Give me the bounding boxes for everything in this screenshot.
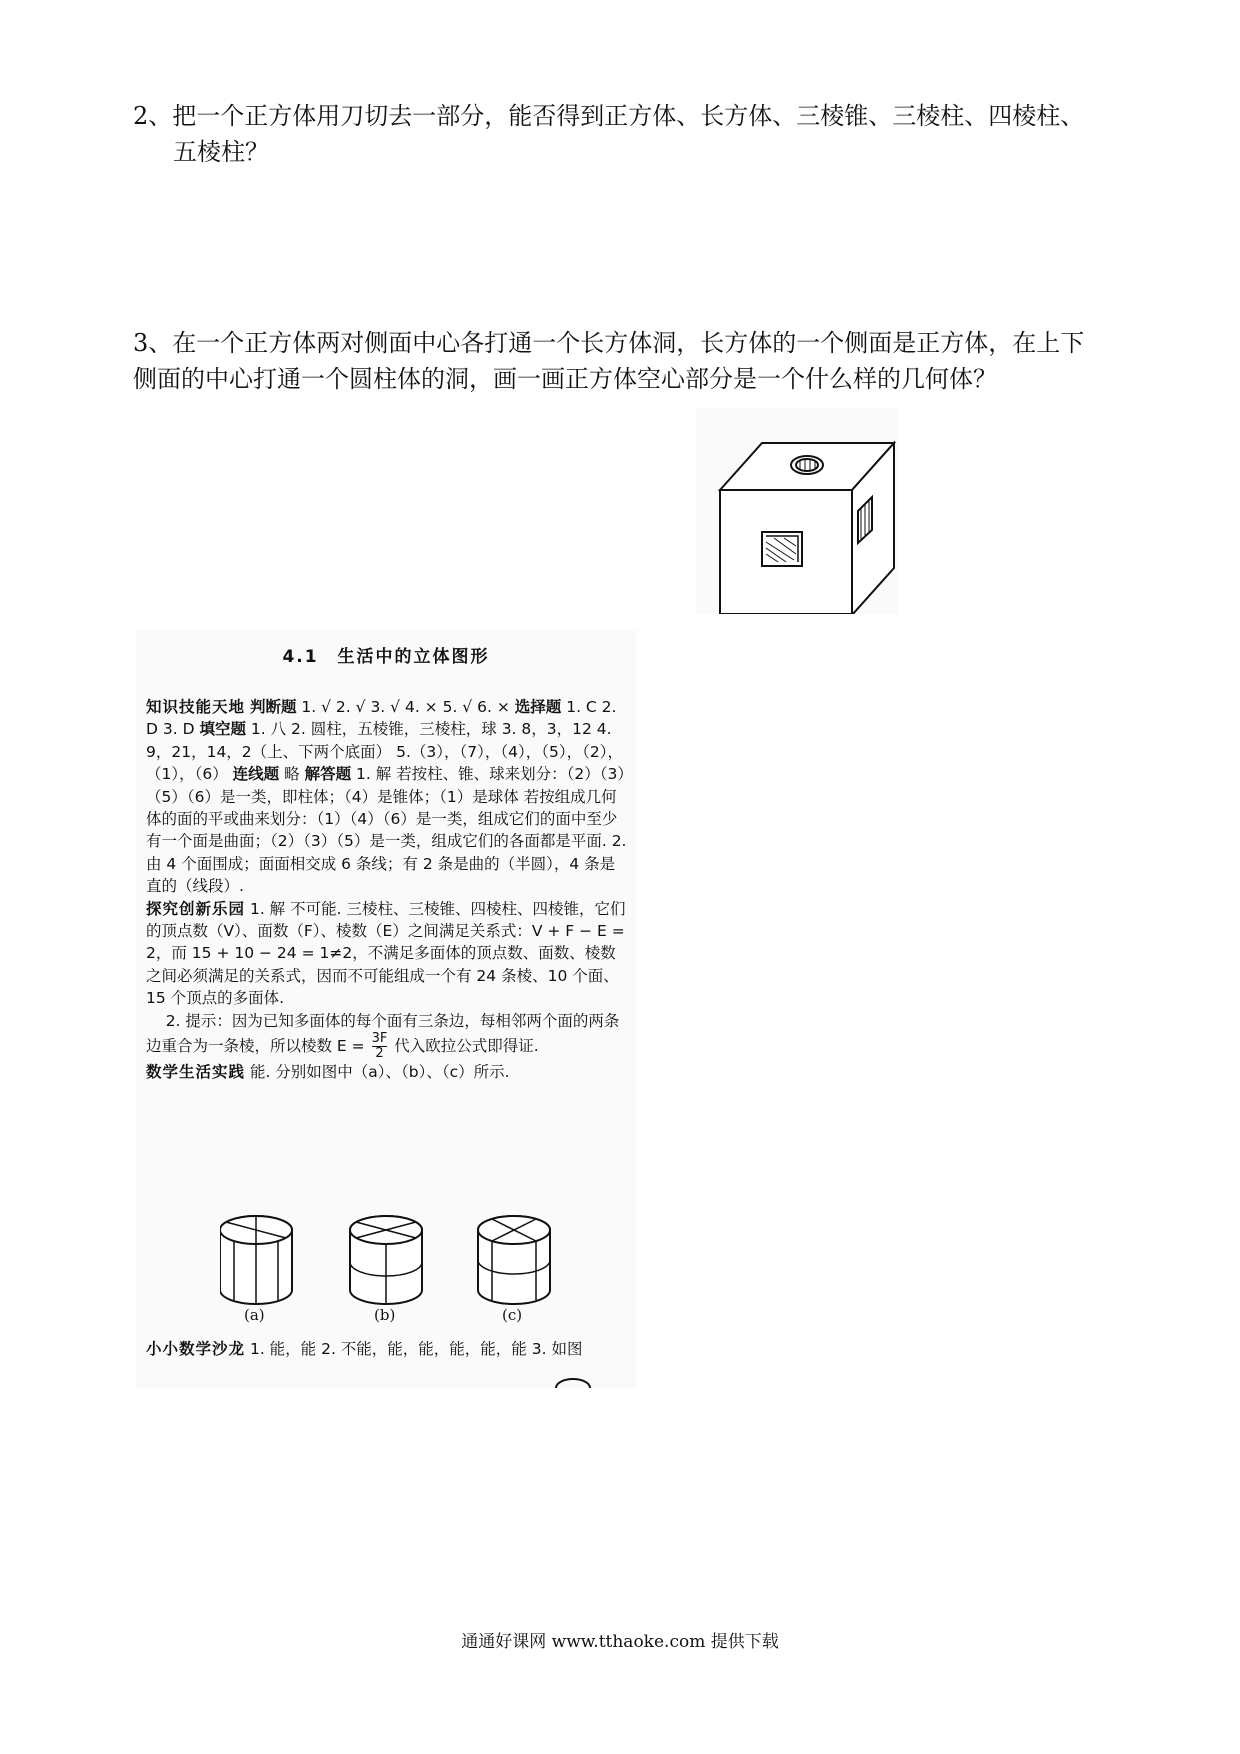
answer-key-scan: [136, 630, 636, 1388]
shalong-row: [146, 1335, 630, 1363]
caption-a: (a): [244, 1306, 265, 1324]
cylinder-a: [220, 1216, 292, 1304]
label-shijian: 数学生活实践: [146, 1063, 246, 1082]
tanjiu-answer-1: 1. 解 不可能. 三棱柱、三棱锥、四棱柱、四棱锥，它们的顶点数（V）、面数（F）、棱数（E）之间满足关系式：V + F − E = 2，而 15 + 10 − 24 = 1≠2，不满足多面体的顶点数、面数、棱数之间必须满足的关系式，因而不可能组成一个有 24 条棱、10 个面、15 个顶点的多面体.: [146, 899, 626, 1008]
label-zhishi: 知识技能天地: [146, 698, 246, 716]
label-lianxian: 连线题: [232, 765, 280, 784]
label-xuanze: 选择题: [514, 698, 562, 716]
hollow-cube-figure: [696, 408, 898, 614]
label-tiankong: 填空题: [199, 720, 246, 739]
question-2-line2: 五棱柱？: [173, 138, 269, 166]
tanjiu-answer-2a: 2. 提示：因为已知多面体的每个面有三条边，每相邻两个面的两条边重合为一条棱，所以棱数 E =: [146, 1011, 620, 1056]
page-footer: 通通好课网 www.tthaoke.com 提供下载: [461, 1632, 779, 1652]
answer-body: [146, 696, 630, 1084]
question-3-line1: 3、在一个正方体两对侧面中心各打通一个长方体洞，长方体的一个侧面是正方体，在上下: [133, 329, 1085, 357]
caption-b: (b): [374, 1306, 396, 1324]
shalong-answer: 1. 能，能 2. 不能，能，能，能，能，能 3. 如图: [249, 1340, 583, 1358]
question-3: [133, 325, 1133, 397]
fraction-denominator: 2: [375, 1046, 384, 1062]
jieda-answers: 1. 解 若按柱、锥、球来划分：（2）（3）（5）（6）是一类，即柱体；（4）是锥体；（1）是球体 若按组成几何体的面的平或曲来划分：（1）（4）（6）是一类，组成它们的面中至少有一个面是曲面；（2）（3）（5）是一类，组成它们的各面都是平面. 2. 由 4 个面围成；面面相交成 6 条线；有 2 条是曲的（半圆），4 条是直的（线段）.: [146, 765, 627, 896]
fraction-3f-over-2: [372, 1032, 388, 1061]
tiankong-answers: 1. 八 2. 圆柱，五棱锥，三棱柱，球 3. 8，3，12 4. 9，21，14，2（上、下两个底面） 5.（3），（7），（4），（5），（2），（1），（6）: [146, 720, 623, 784]
partial-cylinder-figure: [554, 1370, 594, 1388]
answer-section-title: 4.1 生活中的立体图形: [282, 647, 490, 667]
question-3-line2: 侧面的中心打通一个圆柱体的洞，画一画正方体空心部分是一个什么样的几何体？: [133, 365, 997, 393]
cylinder-b: [350, 1216, 422, 1304]
lianxian-answer: 略: [284, 765, 300, 784]
question-2: [133, 98, 1133, 170]
label-jieda: 解答题: [304, 765, 352, 784]
cylinder-cut-figures: [220, 1214, 620, 1314]
question-2-line1: 2、把一个正方体用刀切去一部分，能否得到正方体、长方体、三棱锥、三棱柱、四棱柱、: [133, 102, 1085, 130]
xuanze-answers: 1. C 2. D 3. D: [146, 698, 617, 739]
shijian-answer: 能. 分别如图中（a）、（b）、（c）所示.: [249, 1063, 510, 1082]
fraction-numerator: 3F: [371, 1031, 388, 1047]
cylinder-c: [478, 1216, 550, 1304]
tanjiu-answer-2b: 代入欧拉公式即得证.: [394, 1037, 539, 1056]
label-tanjiu: 探究创新乐园: [146, 899, 246, 918]
label-panduan: 判断题: [249, 698, 297, 716]
label-shalong: 小小数学沙龙: [146, 1340, 246, 1358]
panduan-answers: 1. √ 2. √ 3. √ 4. × 5. √ 6. ×: [301, 698, 510, 716]
caption-c: (c): [502, 1306, 523, 1324]
